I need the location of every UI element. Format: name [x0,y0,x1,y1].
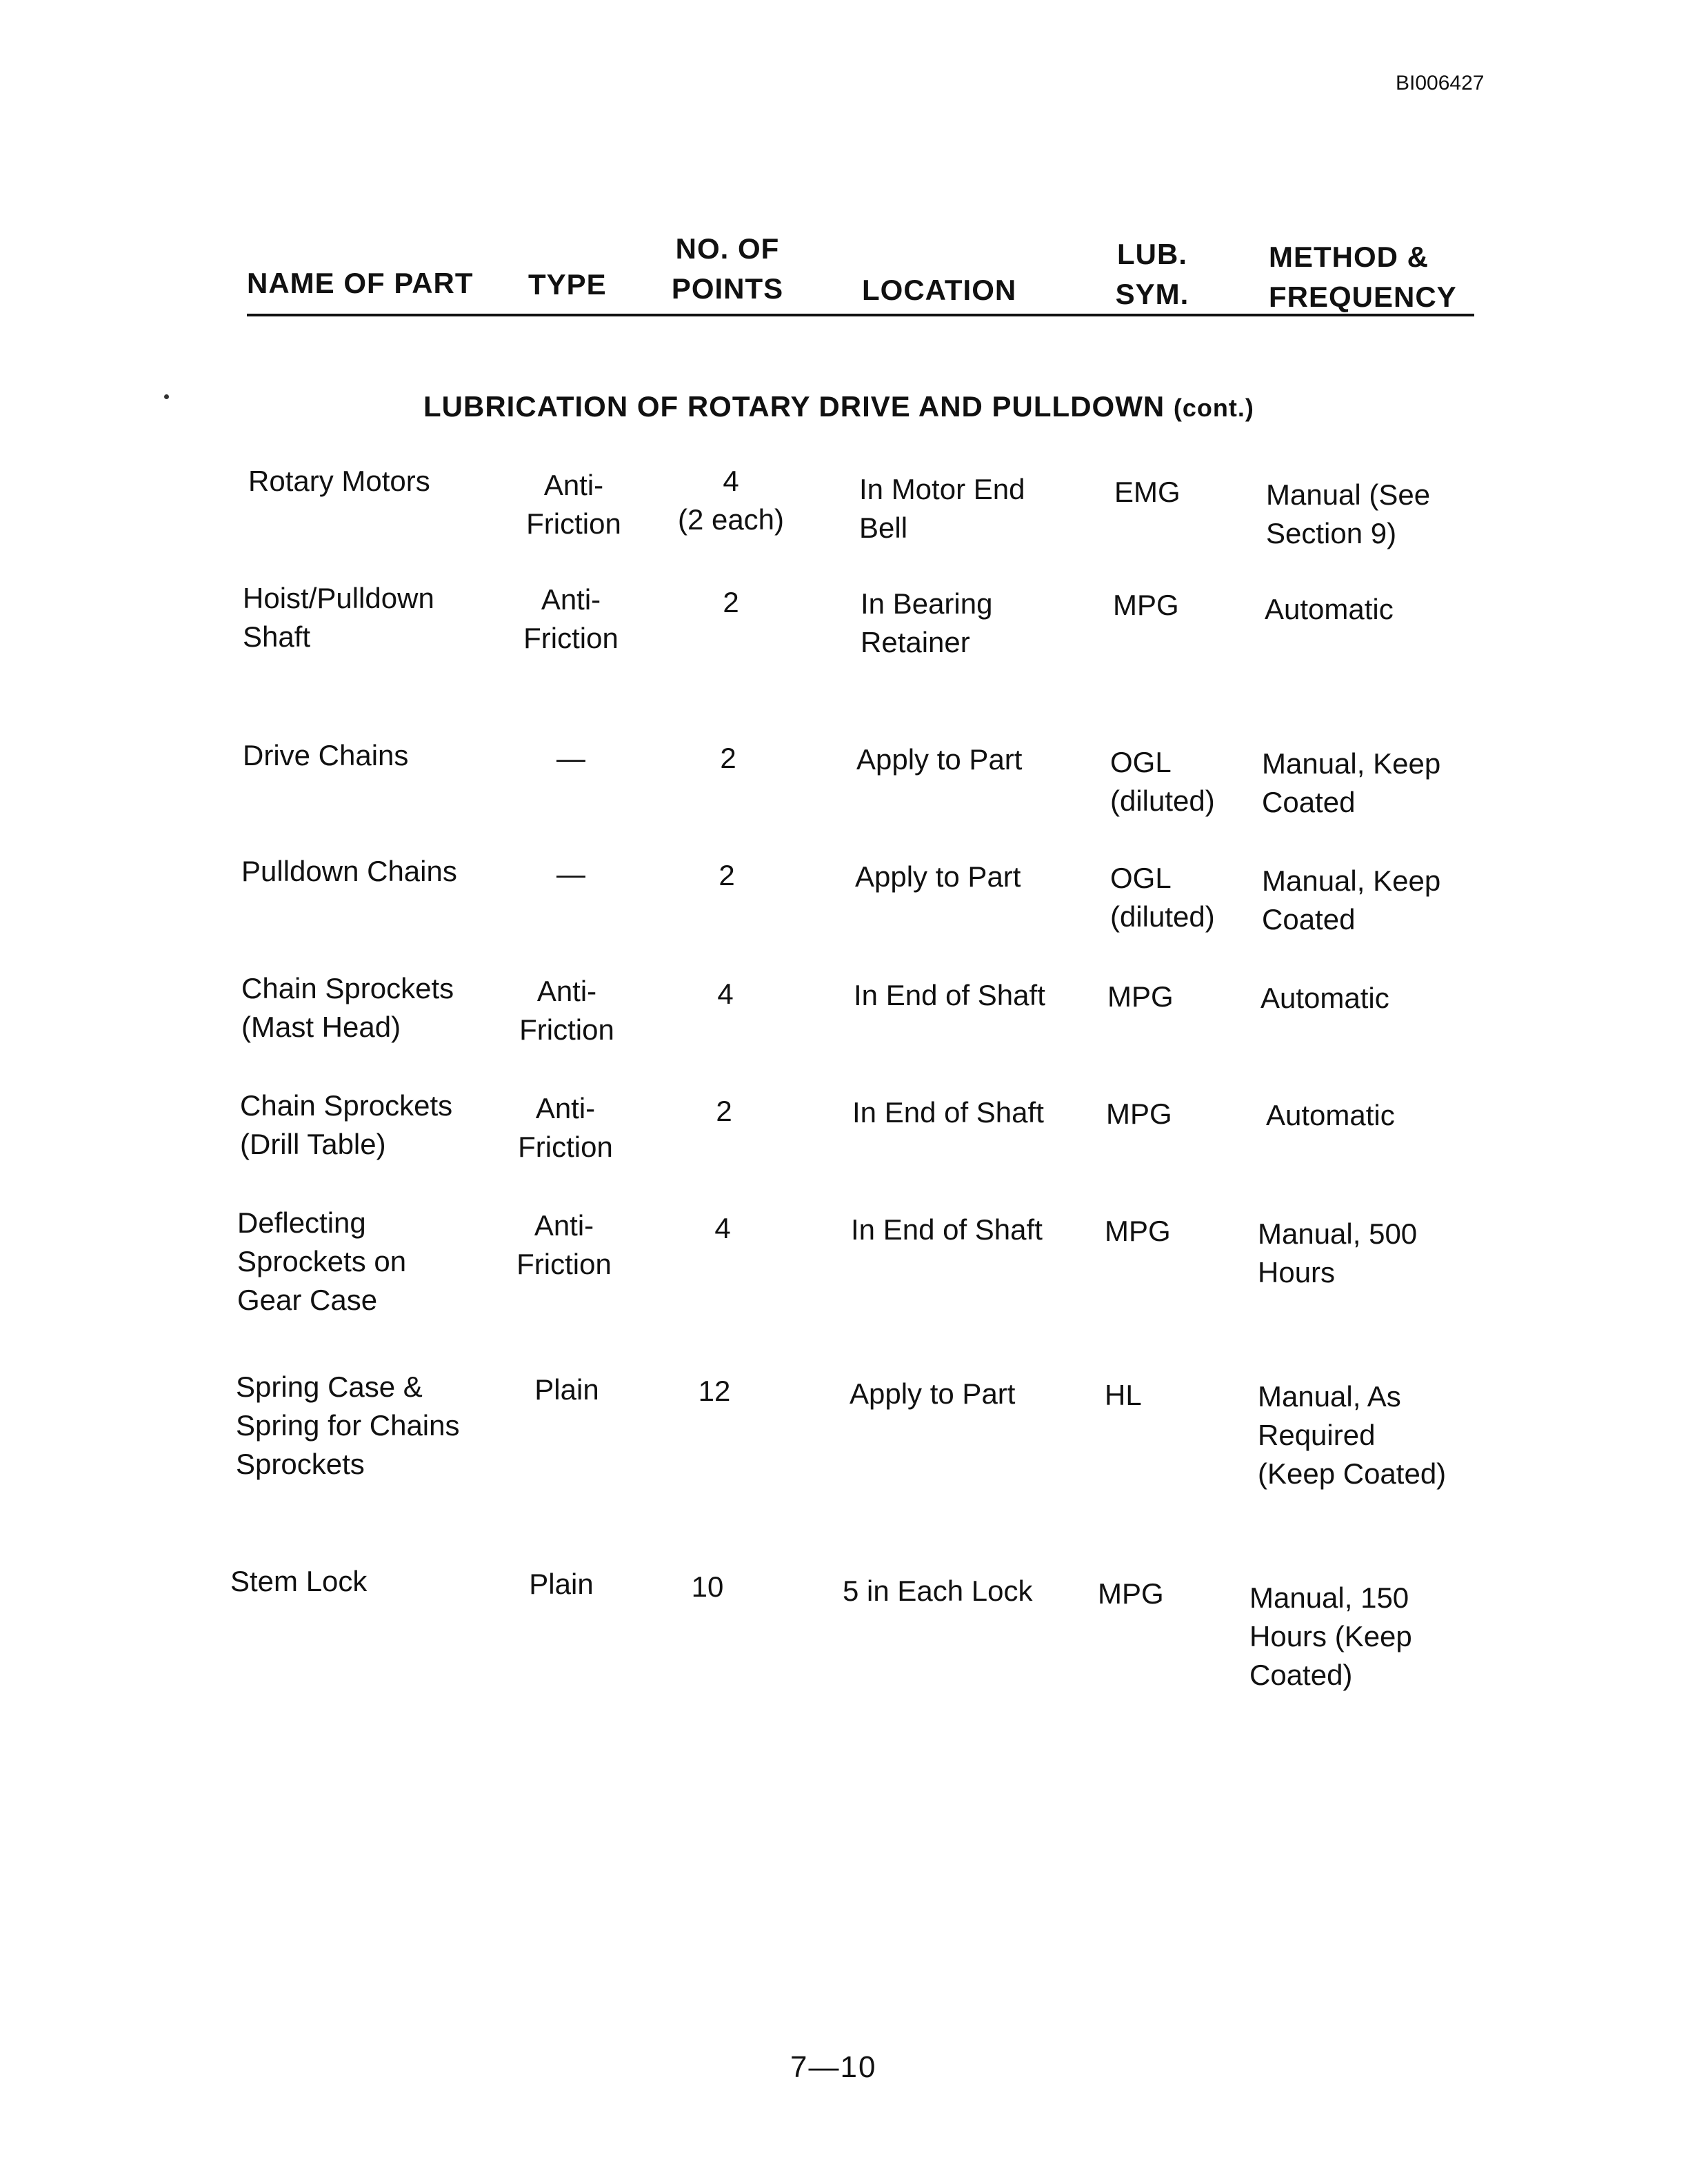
section-title-suffix: (cont.) [1173,394,1254,422]
location: In Bearing Retainer [861,587,993,658]
location: Apply to Part [855,860,1021,893]
part-type: Anti- Friction [519,975,614,1046]
no-of-points: 2 [716,1095,732,1127]
location: In End of Shaft [851,1213,1043,1246]
lub-symbol: OGL (diluted) [1110,746,1215,817]
col-header-points: NO. OF POINTS [671,232,784,305]
lub-symbol: MPG [1107,980,1174,1013]
margin-dot [164,394,169,399]
part-name: Pulldown Chains [241,855,457,887]
method-frequency: Manual, 150 Hours (Keep Coated) [1249,1581,1412,1691]
lub-symbol: MPG [1105,1215,1171,1247]
location: In End of Shaft [852,1096,1044,1129]
part-type: Plain [529,1568,594,1600]
part-type: — [556,858,585,890]
no-of-points: 4 [714,1212,731,1244]
location: Apply to Part [850,1377,1016,1410]
location: Apply to Part [856,743,1023,776]
no-of-points: 10 [691,1570,724,1603]
col-header-method: METHOD & FREQUENCY [1269,241,1457,313]
col-header-type: TYPE [528,268,607,301]
lub-symbol: MPG [1106,1098,1172,1130]
lub-symbol: MPG [1098,1577,1164,1610]
part-type: — [556,742,585,774]
part-name: Hoist/Pulldown Shaft [243,582,434,653]
no-of-points: 2 [720,742,736,774]
method-frequency: Automatic [1266,1099,1395,1131]
lub-symbol: HL [1105,1379,1142,1411]
no-of-points: 2 [719,859,735,891]
part-name: Deflecting Sprockets on Gear Case [237,1206,407,1316]
col-header-name: NAME OF PART [247,267,474,299]
location: In End of Shaft [854,979,1045,1011]
col-header-lub-sym: LUB. SYM. [1115,238,1189,310]
part-name: Chain Sprockets (Drill Table) [240,1089,453,1160]
part-name: Stem Lock [230,1565,368,1597]
location: In Motor End Bell [859,473,1025,544]
no-of-points: 4 [717,978,734,1010]
part-type: Anti- Friction [523,583,619,654]
part-name: Drive Chains [243,739,409,771]
method-frequency: Automatic [1265,593,1394,625]
no-of-points: 4 (2 each) [677,465,785,536]
method-frequency: Automatic [1260,982,1389,1014]
part-name: Spring Case & Spring for Chains Sprockets [236,1371,460,1480]
method-frequency: Manual, Keep Coated [1262,865,1441,936]
part-type: Anti- Friction [516,1209,612,1280]
method-frequency: Manual (See Section 9) [1266,478,1431,549]
part-name: Rotary Motors [248,465,430,497]
lub-symbol: EMG [1114,476,1180,508]
lub-symbol: OGL (diluted) [1110,862,1215,933]
section-title [423,390,1254,423]
method-frequency: Manual, 500 Hours [1258,1217,1418,1288]
method-frequency: Manual, Keep Coated [1262,747,1441,818]
part-type: Plain [534,1373,599,1406]
header-rule [247,314,1474,316]
part-type: Anti- Friction [526,469,621,540]
col-header-location: LOCATION [862,274,1017,306]
section-title-text: LUBRICATION OF ROTARY DRIVE AND PULLDOWN [423,390,1165,423]
page-number: 7—10 [790,2050,877,2084]
document-id: BI006427 [1396,72,1485,94]
lub-symbol: MPG [1113,589,1179,621]
location: 5 in Each Lock [843,1575,1033,1607]
method-frequency: Manual, As Required (Keep Coated) [1258,1380,1447,1490]
part-type: Anti- Friction [518,1092,613,1163]
part-name: Chain Sprockets (Mast Head) [241,972,454,1043]
no-of-points: 12 [698,1375,731,1407]
no-of-points: 2 [723,586,739,618]
